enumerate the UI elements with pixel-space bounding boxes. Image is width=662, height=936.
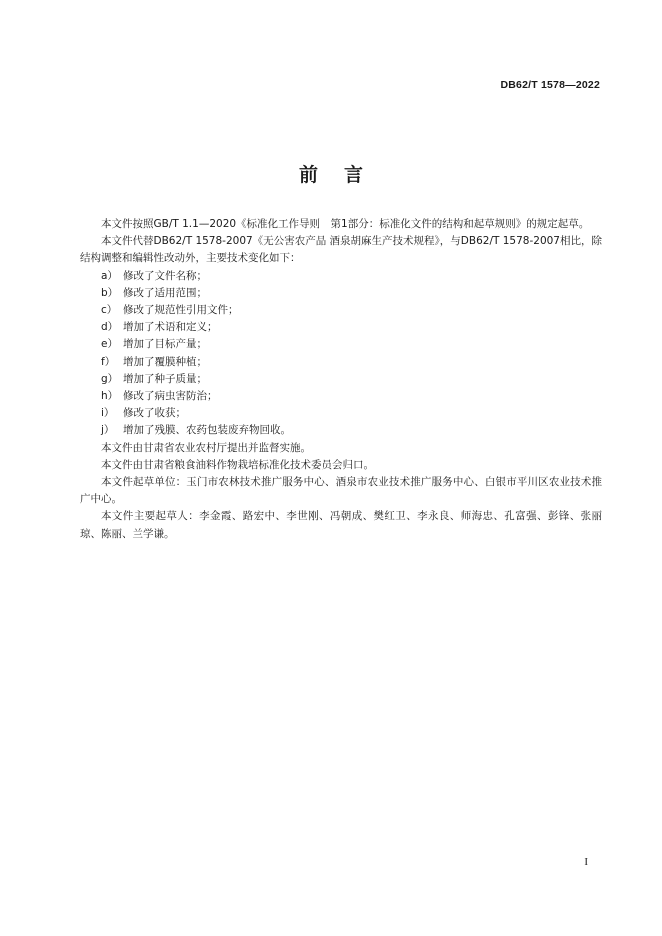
list-marker: g） xyxy=(101,372,119,385)
list-item xyxy=(80,268,602,285)
paragraph-drafters: 本文件主要起草人：李金霞、路宏中、李世刚、冯朝成、樊红卫、李永良、师海忠、孔富强、彭锋、张丽琼、陈丽、兰学谦。 xyxy=(80,510,602,540)
paragraph-committee: 本文件由甘肃省粮食油料作物栽培标准化技术委员会归口。 xyxy=(101,458,374,471)
list-item-text: 修改了文件名称； xyxy=(123,269,207,282)
list-item xyxy=(80,319,602,336)
list-marker: d） xyxy=(101,321,119,334)
list-item xyxy=(80,422,602,439)
document-code: DB62/T 1578—2022 xyxy=(500,79,600,91)
list-item-text: 修改了病虫害防治； xyxy=(123,390,218,403)
list-item xyxy=(80,371,602,388)
list-item-text: 增加了覆膜种植； xyxy=(123,355,207,368)
paragraph-replacement-note: 本文件代替DB62/T 1578-2007《无公害农产品 酒泉胡麻生产技术规程》，与DB62/T 1578-2007相比，除结构调整和编辑性改动外，主要技术变化如下： xyxy=(80,235,602,265)
list-item xyxy=(80,354,602,371)
list-item-text: 修改了收获； xyxy=(123,407,186,420)
list-item xyxy=(80,388,602,405)
list-marker: j） xyxy=(101,424,115,437)
page-title: 前言 xyxy=(298,164,389,186)
list-marker: c） xyxy=(101,304,118,317)
list-item-text: 修改了适用范围； xyxy=(123,286,207,299)
list-marker: b） xyxy=(101,286,119,299)
list-item xyxy=(80,405,602,422)
list-marker: h） xyxy=(101,390,119,403)
list-marker: e） xyxy=(101,338,118,351)
document-body xyxy=(80,216,602,543)
list-item xyxy=(80,302,602,319)
paragraph-proposer: 本文件由甘肃省农业农村厅提出并监督实施。 xyxy=(101,441,311,454)
list-item-text: 修改了规范性引用文件； xyxy=(123,304,239,317)
list-item-text: 增加了残膜、农药包装废弃物回收。 xyxy=(123,424,291,437)
changes-list xyxy=(80,268,602,440)
list-item-text: 增加了目标产量； xyxy=(123,338,207,351)
list-item xyxy=(80,336,602,353)
list-marker: i） xyxy=(101,407,115,420)
paragraph-drafting-units: 本文件起草单位：玉门市农林技术推广服务中心、酒泉市农业技术推广服务中心、白银市平川区农业技术推广中心。 xyxy=(80,476,602,506)
paragraph-drafting-basis: 本文件按照GB/T 1.1—2020《标准化工作导则 第1部分：标准化文件的结构和起草规则》的规定起草。 xyxy=(101,218,590,230)
list-marker: f） xyxy=(101,355,116,368)
list-item xyxy=(80,285,602,302)
list-item-text: 增加了种子质量； xyxy=(123,372,207,385)
page-number: I xyxy=(584,856,588,868)
list-marker: a） xyxy=(101,269,118,282)
list-item-text: 增加了术语和定义； xyxy=(123,321,218,334)
